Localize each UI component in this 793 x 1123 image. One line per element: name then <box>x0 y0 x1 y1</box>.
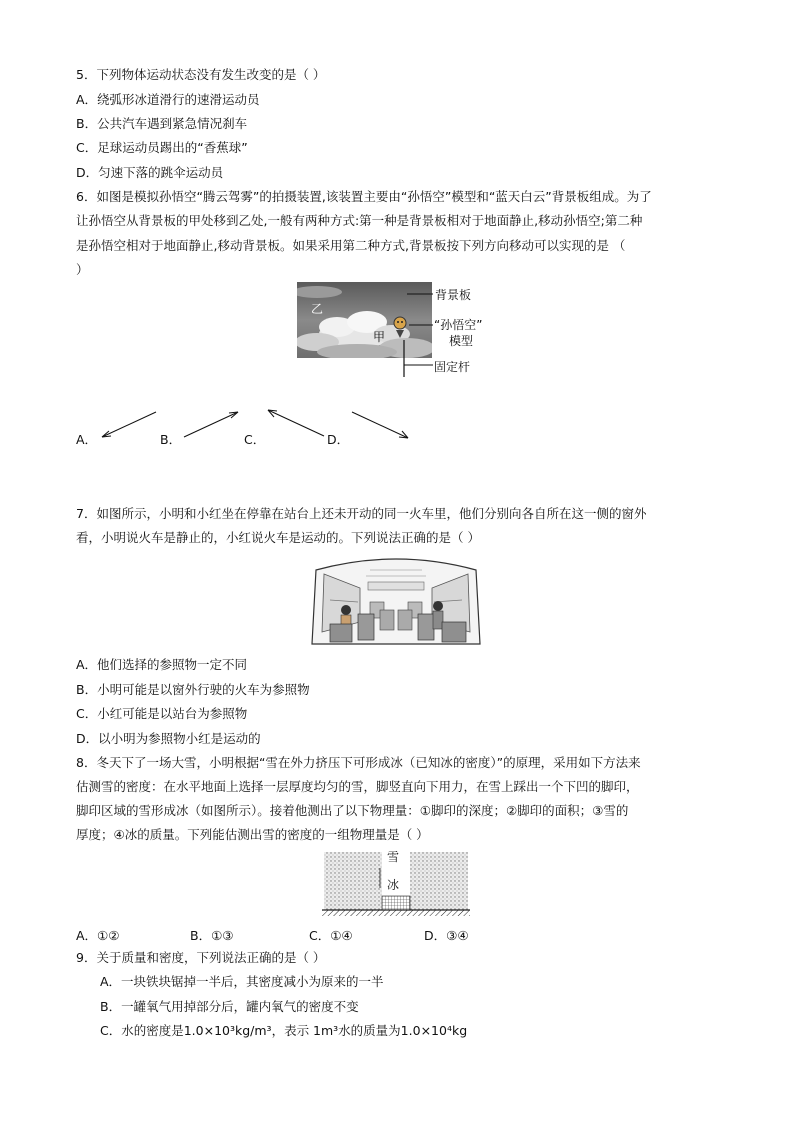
q9-option-a: A．一块铁块锯掉一半后，其密度减小为原来的一半 <box>100 974 384 989</box>
q5-option-c: C．足球运动员踢出的“香蕉球” <box>76 140 248 155</box>
q9-stem: 9．关于质量和密度，下列说法正确的是（ ） <box>76 950 326 965</box>
q7-train-interior-image <box>310 552 482 650</box>
q5-option-d: D．匀速下落的跳伞运动员 <box>76 165 224 180</box>
q7-option-a: A．他们选择的参照物一定不同 <box>76 657 248 672</box>
arrow-up-right-icon <box>180 408 242 440</box>
q8-option-d: D．③④ <box>424 928 469 943</box>
q7-stem-line2: 看，小明说火车是静止的，小红说火车是运动的。下列说法正确的是（ ） <box>76 530 480 545</box>
q6-label-model-line2: 模型 <box>449 334 474 348</box>
q8-stem-line4: 厚度；④冰的质量。下列能估测出雪的密度的一组物理量是（ ） <box>76 827 429 842</box>
q8-stem-line3: 脚印区域的雪形成冰（如图所示）。接着他测出了以下物理量：①脚印的深度；②脚印的面积；③雪的 <box>76 803 629 818</box>
q7-stem-line1: 7．如图所示，小明和小红坐在停靠在站台上还未开动的同一火车里，他们分别向各自所在这一侧的窗外 <box>76 506 647 521</box>
arrow-down-left-icon <box>98 408 160 440</box>
q7-option-b: B．小明可能是以窗外行驶的火车为参照物 <box>76 682 310 697</box>
q8-option-c: C．①④ <box>309 928 353 943</box>
q8-stem-line1: 8．冬天下了一场大雪，小明根据“雪在外力挤压下可形成冰（已知冰的密度）”的原理，采用如下方法来 <box>76 755 641 770</box>
q5-option-a: A．绕弧形冰道滑行的速滑运动员 <box>76 92 260 107</box>
q6-stem-line1: 6．如图是模拟孙悟空“腾云驾雾”的拍摄装置,该装置主要由“孙悟空”模型和“蓝天白云”背景板组成。为了 <box>76 189 652 204</box>
q8-stem-line2: 估测雪的密度：在水平地面上选择一层厚度均匀的雪，脚竖直向下用力，在雪上踩出一个下凹的脚印， <box>76 779 639 794</box>
q6-label-rod: 固定杆 <box>434 360 471 374</box>
q6-stem-line2: 让孙悟空从背景板的甲处移到乙处,一般有两种方式:第一种是背景板相对于地面静止,移动孙悟空;第二种 <box>76 213 643 228</box>
arrow-down-right-icon <box>348 408 412 442</box>
q7-option-d: D．以小明为参照物小红是运动的 <box>76 731 261 746</box>
q8-label-snow: 雪 <box>387 850 400 864</box>
q9-option-c: C．水的密度是1.0×10³kg/m³，表示 1m³水的质量为1.0×10⁴kg <box>100 1023 468 1038</box>
q6-option-d-label: D． <box>327 432 350 447</box>
q6-stem-line3: 是孙悟空相对于地面静止,移动背景板。如果采用第二种方式,背景板按下列方向移动可以实现的是 （ <box>76 238 626 253</box>
q5-stem: 5．下列物体运动状态没有发生改变的是（ ） <box>76 67 326 82</box>
q6-label-board: 背景板 <box>435 288 472 302</box>
q6-option-b-label: B． <box>160 432 182 447</box>
q6-label-jia: 甲 <box>373 330 386 344</box>
q5-option-b: B．公共汽车遇到紧急情况刹车 <box>76 116 248 131</box>
q8-option-a: A．①② <box>76 928 120 943</box>
q6-option-c-label: C． <box>244 432 266 447</box>
q6-stem-line4: ） <box>76 262 89 277</box>
q8-option-b: B．①③ <box>190 928 234 943</box>
q6-label-model-line1: “孙悟空” <box>434 318 483 332</box>
q7-option-c: C．小红可能是以站台为参照物 <box>76 706 248 721</box>
q6-label-yi: 乙 <box>311 302 324 316</box>
q6-option-a-label: A． <box>76 432 98 447</box>
arrow-up-left-icon <box>264 406 328 440</box>
q9-option-b: B．一罐氧气用掉部分后，罐内氧气的密度不变 <box>100 999 359 1014</box>
q8-label-ice: 冰 <box>387 878 400 892</box>
q6-leader-lines <box>395 285 435 380</box>
